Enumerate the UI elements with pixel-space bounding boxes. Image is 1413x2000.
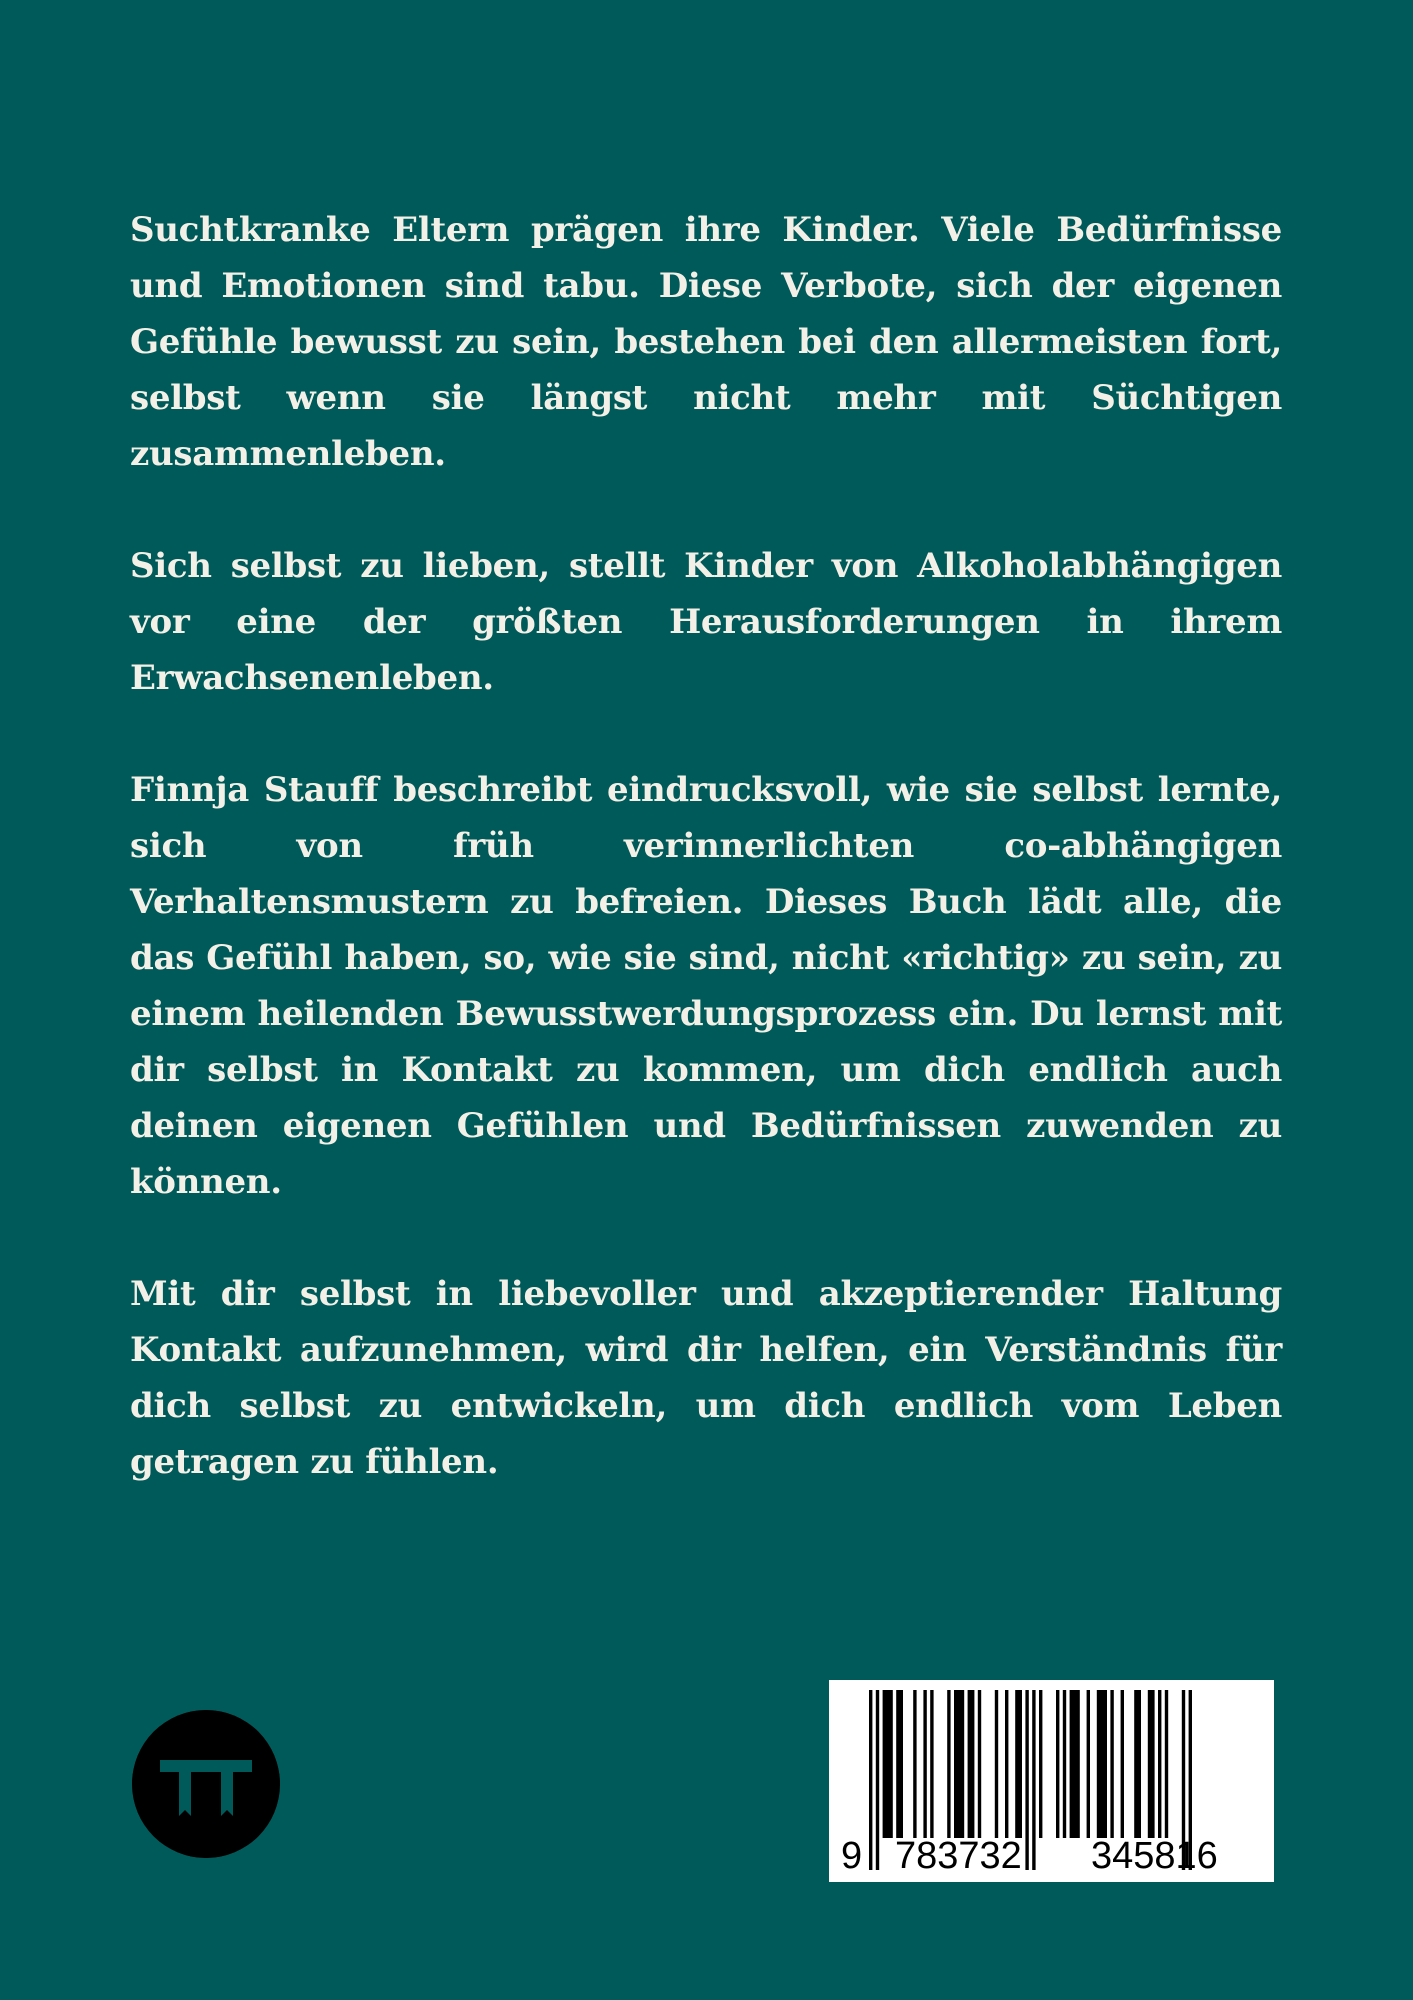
barcode-bar bbox=[923, 1690, 926, 1838]
barcode-bar bbox=[1015, 1690, 1022, 1838]
blurb-paragraph-1: Suchtkranke Eltern prägen ihre Kinder. Viele Bedürfnisse und Emotionen sind tabu. Diese Verbote, sich der eigenen Gefühle bewusst zu sein, bestehen bei den allermeisten fort, selbst wenn sie längst nicht mehr mit Süchtigen zusammenleben. bbox=[130, 210, 1282, 474]
barcode-bar bbox=[1165, 1690, 1168, 1838]
barcode-bar bbox=[1056, 1690, 1059, 1838]
barcode-bar bbox=[896, 1690, 903, 1838]
blurb-paragraph-4: Mit dir selbst in liebevoller und akzeptierender Haltung Kontakt aufzunehmen, wird dir helfen, ein Verständnis für dich selbst zu entwickeln, um dich endlich vom Leben getragen zu fühlen. bbox=[130, 1274, 1282, 1482]
barcode-bar bbox=[954, 1690, 964, 1838]
barcode-bar bbox=[883, 1690, 893, 1838]
barcode-bar bbox=[968, 1690, 975, 1838]
barcode-bar bbox=[1005, 1690, 1008, 1838]
barcode-bar bbox=[1087, 1690, 1090, 1838]
barcode-bar bbox=[978, 1690, 981, 1838]
blurb-text bbox=[130, 202, 1282, 1490]
barcode-bar bbox=[1097, 1690, 1107, 1838]
blurb-paragraph-2: Sich selbst zu lieben, stellt Kinder von Alkoholabhängigen vor eine der größten Herausforderungen in ihrem Erwachsenenleben. bbox=[130, 546, 1282, 698]
barcode-bar bbox=[1134, 1690, 1141, 1838]
barcode-bar bbox=[1110, 1690, 1113, 1838]
barcode-right-digits: 345816 bbox=[1091, 1835, 1218, 1877]
barcode-bar bbox=[869, 1690, 872, 1870]
blurb-paragraph-3: Finnja Stauff beschreibt eindrucksvoll, wie sie selbst lernte, sich von früh verinnerlichten co-abhängigen Verhaltensmustern zu befreien. Dieses Buch lädt alle, die das Gefühl haben, so, wie sie sind, nicht «richtig» zu sein, zu einem heilenden Bewusstwerdungsprozess ein. Du lernst mit dir selbst in Kontakt zu kommen, um dich endlich auch deinen eigenen Gefühlen und Bedürfnissen zuwenden zu können. bbox=[130, 770, 1282, 1202]
publisher-logo-icon bbox=[132, 1710, 280, 1858]
barcode-graphic bbox=[829, 1680, 1274, 1882]
isbn-barcode bbox=[829, 1680, 1274, 1882]
barcode-bar bbox=[930, 1690, 933, 1838]
barcode-bar bbox=[1148, 1690, 1155, 1838]
barcode-bar bbox=[1070, 1690, 1080, 1838]
barcode-bar bbox=[1158, 1690, 1161, 1838]
barcode-bar bbox=[1121, 1690, 1124, 1838]
barcode-bar bbox=[876, 1690, 879, 1870]
barcode-bar bbox=[1039, 1690, 1042, 1838]
barcode-bar bbox=[1063, 1690, 1066, 1838]
barcode-bar bbox=[1025, 1690, 1028, 1870]
barcode-left-digits: 783732 bbox=[895, 1835, 1022, 1877]
barcode-bar bbox=[947, 1690, 950, 1838]
barcode-lead-digit: 9 bbox=[841, 1835, 863, 1877]
barcode-bar bbox=[913, 1690, 916, 1838]
barcode-bar bbox=[1032, 1690, 1035, 1870]
publisher-logo-graphic bbox=[132, 1710, 280, 1858]
barcode-bar bbox=[995, 1690, 998, 1838]
